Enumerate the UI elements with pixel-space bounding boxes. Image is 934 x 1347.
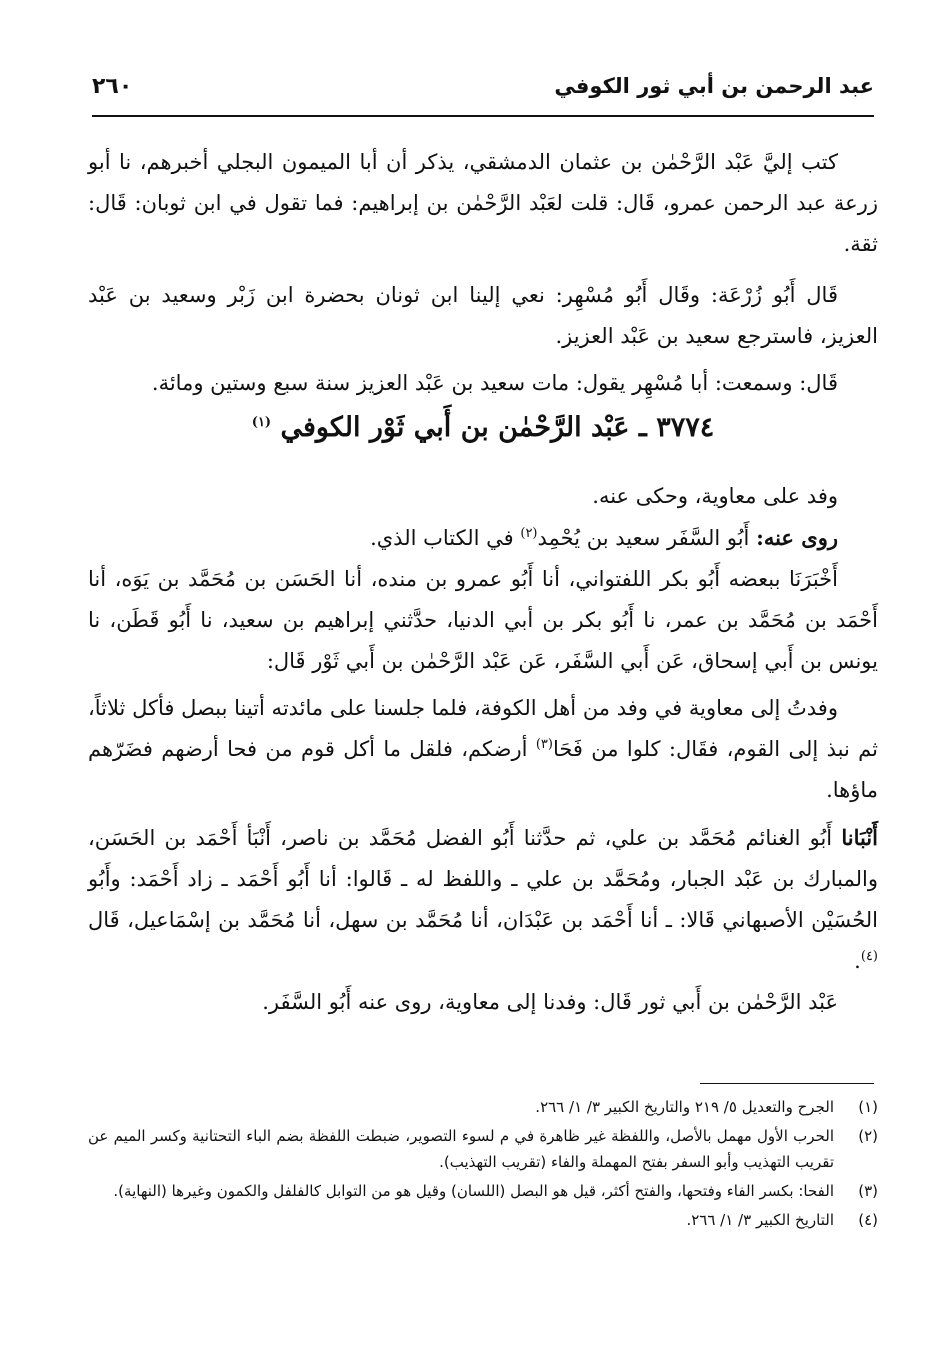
text-block-main [88, 476, 878, 1023]
text-block-top [88, 142, 878, 404]
narrated-by-label: روى عنه: [756, 525, 838, 550]
paragraph-5 [88, 517, 878, 559]
paragraph-3: قَال: وسمعت: أبا مُسْهِر يقول: مات سعيد بن عَبْد العزيز سنة سبع وستين ومائة. [151, 371, 838, 395]
page-header [92, 60, 874, 118]
narrator-note: في الكتاب الذي. [370, 526, 514, 550]
footnote-4 [88, 1207, 878, 1233]
anbana-label: أَنْبَانا [841, 825, 878, 850]
paragraph-1: كتب إليَّ عَبْد الرَّحْمٰن بن عثمان الدمشقي، يذكر أن أبا الميمون البجلي أخبرهم، نا أبو زرعة عبد الرحمن عمرو، قَال: قلت لعَبْد الرَّحْمٰن بن إبراهيم: فما تقول في ابن ثوبان: قَال: ثقة. [88, 150, 878, 256]
paragraph-7-part-a: وفدتُ إلى معاوية في وفد من أهل الكوفة، فلما جلسنا على مائدته أتينا ببصل فأكل ثلاثاً، ثم نبذ إلى القوم، فقَال: كلوا من فَحَا [88, 696, 878, 761]
paragraph-8-part-a: أَبُو الغنائم مُحَمَّد بن علي، ثم حدَّثنا أَبُو الفضل مُحَمَّد بن ناصر، أَنْبَأ أَحْمَد بن الحَسَن، والمبارك بن عَبْد الجبار، ومُحَمَّد بن علي ـ واللفظ له ـ قَالوا: أنا أَبُو أَحْمَد ـ زاد أَحْمَد: وأَبُو الحُسَيْن الأصبهاني قَالا: ـ أنا أَحْمَد بن عَبْدَان، أنا مُحَمَّد بن سهل، أنا مُحَمَّد بن إسْمَاعيل، قَال [88, 826, 878, 932]
paragraph-2: قَال أَبُو زُرْعَة: وقَال أَبُو مُسْهِر: نعي إلينا ابن ثونان بحضرة ابن زَبْر وسعيد بن عَبْد العزيز، فاسترجع سعيد بن عَبْد العزيز. [88, 283, 878, 348]
footnote-1 [88, 1094, 878, 1120]
footnote-ref-3: (٣) [535, 737, 553, 752]
footnotes [88, 1094, 878, 1236]
footnote-3 [88, 1178, 878, 1204]
entry-heading [88, 412, 878, 443]
paragraph-6: أَخْبَرَنَا ببعضه أَبُو بكر اللفتواني، أنا أَبُو عمرو بن منده، أنا الحَسَن بن مُحَمَّد بن يَوَه، أنا أَحْمَد بن مُحَمَّد بن عمر، نا أَبُو بكر بن أبي الدنيا، حدَّثني إبراهيم بن سعيد، نا أَبُو قَطَن، نا يونس بن أَبي إسحاق، عَن أَبي السَّفَر، عَن عَبْد الرَّحْمٰن بن أَبي ثَوْر قَال: [88, 567, 878, 673]
footnote-ref-4: (٤) [860, 949, 878, 964]
entry-heading-text: ٣٧٧٤ ـ عَبْد الرَّحْمٰن بن أَبي ثَوْر الكوفي [280, 412, 715, 443]
footnote-number: (٣) [858, 1182, 878, 1200]
narrator-name: أَبُو السَّفَر سعيد بن يُحْمِد [537, 526, 750, 550]
paragraph-7-part-b: أرضكم، فلقل ما أكل قوم من فحا أرضهم فضَرّهم ماؤها. [88, 737, 878, 802]
paragraph-7 [88, 688, 878, 811]
paragraph-8-part-b: . [854, 949, 861, 973]
paragraph-9: عَبْد الرَّحْمٰن بن أَبي ثور قَال: وفدنا إلى معاوية، روى عنه أَبُو السَّفَر. [262, 990, 838, 1014]
footnote-ref-2: (٢) [520, 526, 538, 541]
footnote-text: التاريخ الكبير ٣/ ١/ ٢٦٦. [686, 1211, 834, 1229]
footnote-text: الجرح والتعديل ٥/ ٢١٩ والتاريخ الكبير ٣/ ١/ ٢٦٦. [535, 1098, 834, 1116]
paragraph-8 [88, 817, 878, 982]
header-rule [92, 115, 874, 117]
footnote-2 [88, 1123, 878, 1175]
footnote-text: الحرب الأول مهمل بالأصل، واللفظة غير ظاهرة في م لسوء التصوير، ضبطت اللفظة بضم الباء التحتانية وكسر الميم عن تقريب التهذيب وأبو السفر بفتح المهملة والفاء (تقريب التهذيب). [88, 1127, 834, 1171]
running-title: عبد الرحمن بن أبي ثور الكوفي [554, 74, 874, 98]
footnote-ref-1: (١) [251, 415, 272, 430]
footnote-number: (٢) [858, 1127, 878, 1145]
footnote-text: الفحا: بكسر الفاء وفتحها، والفتح أكثر، قيل هو البصل (اللسان) وقيل هو من التوابل كالفلفل والكمون وغيرها (النهاية). [113, 1182, 834, 1200]
footnote-number: (٤) [858, 1211, 878, 1229]
footnote-rule [700, 1083, 874, 1084]
footnote-number: (١) [858, 1098, 878, 1116]
paragraph-4: وفد على معاوية، وحكى عنه. [592, 484, 838, 508]
page-number: ٢٦٠ [92, 74, 133, 99]
